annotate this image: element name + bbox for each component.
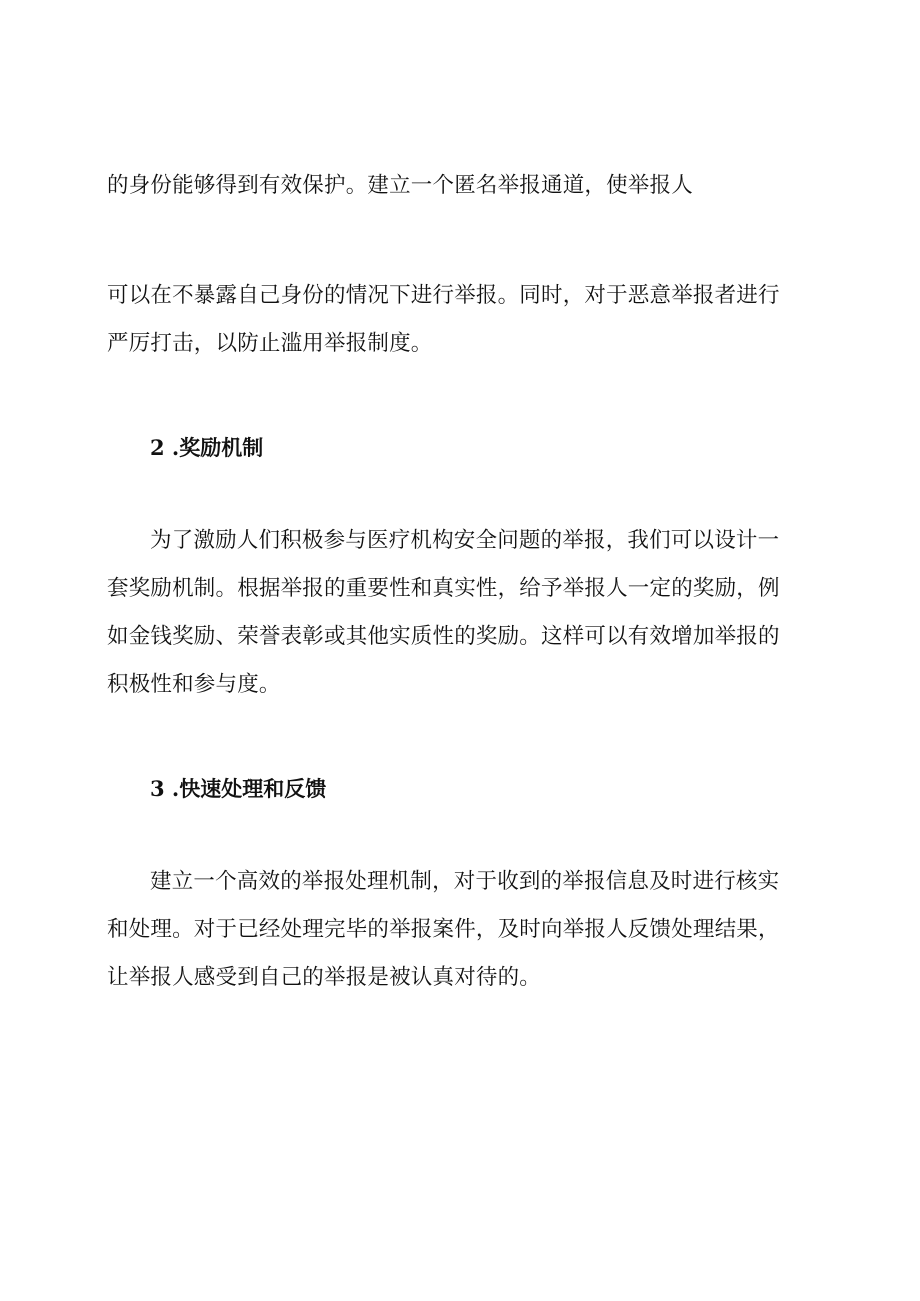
paragraph-line: 让举报人感受到自己的举报是被认真对待的。 [107,965,542,990]
paragraph-line: 建立一个高效的举报处理机制，对于收到的举报信息及时进行核实 [150,869,780,894]
paragraph-line: 的身份能够得到有效保护。建立一个匿名举报通道，使举报人 [107,173,693,198]
section-heading-rewards: 2 .奖励机制 [150,435,264,460]
paragraph-line: 套奖励机制。根据举报的重要性和真实性，给予举报人一定的奖励，例 [107,576,780,601]
paragraph-line: 为了激励人们积极参与医疗机构安全问题的举报，我们可以设计一 [150,528,780,553]
paragraph-line: 和处理。对于已经处理完毕的举报案件，及时向举报人反馈处理结果， [107,917,780,942]
paragraph-line: 可以在不暴露自己身份的情况下进行举报。同时，对于恶意举报者进行 [107,283,780,308]
paragraph-line: 严厉打击，以防止滥用举报制度。 [107,331,433,356]
paragraph-line: 积极性和参与度。 [107,672,281,697]
paragraph-line: 如金钱奖励、荣誉表彰或其他实质性的奖励。这样可以有效增加举报的 [107,624,780,649]
section-heading-feedback: 3 .快速处理和反馈 [150,776,327,801]
